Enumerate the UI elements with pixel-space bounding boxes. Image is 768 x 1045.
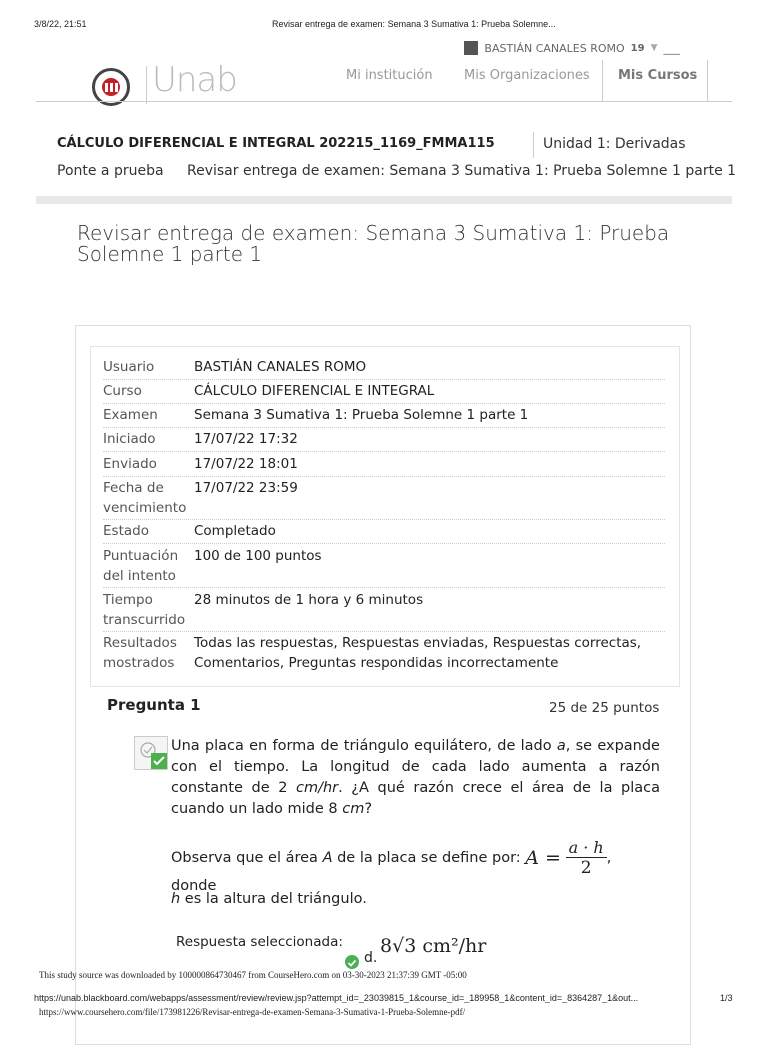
info-key: Usuario — [103, 359, 155, 375]
info-key: Tiempo transcurrido — [103, 592, 186, 628]
header-band — [36, 196, 732, 204]
print-datetime: 3/8/22, 21:51 — [34, 19, 87, 29]
breadcrumb-current: Revisar entrega de examen: Semana 3 Sumativa 1: Prueba Solemne 1 parte 1 — [187, 163, 737, 179]
selected-answer-label: Respuesta seleccionada: — [176, 934, 343, 950]
nav-mis-organizaciones[interactable]: Mis Organizaciones — [464, 68, 590, 83]
study-source-note: This study source was downloaded by 100000864730467 from CourseHero.com on 03-30-2023 21:37:39 GMT -05:00 — [39, 970, 467, 980]
course-unit[interactable]: Unidad 1: Derivadas — [543, 136, 686, 152]
info-value: 17/07/22 23:59 — [194, 480, 298, 496]
info-row — [103, 478, 665, 520]
breadcrumb-ponte-a-prueba[interactable]: Ponte a prueba — [57, 163, 164, 179]
info-value: 28 minutos de 1 hora y 6 minutos — [194, 592, 424, 608]
nav-mi-institucion[interactable]: Mi institución — [346, 68, 433, 83]
chevron-down-icon[interactable]: ▼ — [650, 43, 658, 53]
info-key: Curso — [103, 383, 142, 399]
info-row — [103, 454, 665, 477]
info-row — [103, 357, 665, 380]
info-value: CÁLCULO DIFERENCIAL E INTEGRAL — [194, 383, 435, 399]
info-value: 100 de 100 puntos — [194, 548, 322, 564]
coursehero-url: https://www.coursehero.com/file/173981226/Revisar-entrega-de-examen-Semana-3-Sumativa-1-Prueba-Solemne-pdf/ — [39, 1007, 466, 1017]
question-text: Una placa en forma de triángulo equilátero, de lado a, se expande con el tiempo. La longitud de cada lado aumenta a razón constante de 2 cm/hr. ¿A qué razón crece el área de la placa cuando un lado mide 8 cm? — [171, 738, 660, 817]
info-key: Iniciado — [103, 431, 156, 447]
nav-mis-cursos[interactable]: Mis Cursos — [618, 68, 698, 83]
info-key: Puntuación del intento — [103, 548, 179, 584]
formula-fraction: $\frac{a \cdot h}{2}$ — [566, 838, 607, 878]
question-label: Pregunta 1 — [107, 696, 201, 714]
course-divider — [533, 132, 534, 158]
info-value: 17/07/22 18:01 — [194, 456, 298, 472]
info-row — [103, 405, 665, 428]
info-row — [103, 521, 665, 544]
print-footer-url: https://unab.blackboard.com/webapps/assessment/review/review.jsp?attempt_id=_23039815_1&course_id=_189958_1&content_id=_8364287_1&out... — [34, 993, 639, 1003]
info-row — [103, 381, 665, 404]
course-title[interactable]: CÁLCULO DIFERENCIAL E INTEGRAL 202215_1169_FMMA115 — [57, 136, 495, 151]
user-menu[interactable] — [464, 41, 680, 55]
answer-correct-icon — [345, 955, 359, 969]
print-title: Revisar entrega de examen: Semana 3 Sumativa 1: Prueba Solemne... — [272, 19, 556, 29]
avatar — [464, 41, 478, 55]
formula-lhs: A = — [525, 847, 561, 869]
info-key: Estado — [103, 523, 149, 539]
logo-text[interactable]: Unab — [152, 60, 237, 100]
info-row — [103, 429, 665, 452]
formula-line: Observa que el área A de la placa se define por: A = $\frac{a \cdot h}{2}$ , donde — [171, 838, 612, 894]
height-definition: h es la altura del triángulo. — [171, 891, 367, 907]
info-key: Examen — [103, 407, 158, 423]
user-name[interactable]: BASTIÁN CANALES ROMO — [484, 41, 625, 55]
page-number: 1/3 — [720, 993, 733, 1003]
info-key: Resultados mostrados — [103, 635, 177, 671]
info-value: BASTIÁN CANALES ROMO — [194, 359, 367, 375]
question-points: 25 de 25 puntos — [549, 700, 660, 716]
page-title: Revisar entrega de examen: Semana 3 Sumativa 1: Prueba Solemne 1 parte 1 — [77, 221, 670, 266]
info-row — [103, 546, 665, 588]
info-value: Todas las respuestas, Respuestas enviadas, Respuestas correctas, Comentarios, Preguntas respondidas incorrectamente — [194, 635, 642, 671]
nav-divider — [36, 101, 732, 102]
info-key: Enviado — [103, 456, 157, 472]
info-value: Semana 3 Sumativa 1: Prueba Solemne 1 parte 1 — [194, 407, 529, 423]
info-row — [103, 633, 665, 673]
logo-divider — [146, 66, 147, 104]
info-key: Fecha de vencimiento — [103, 480, 187, 516]
topbar-extra: ___ — [663, 41, 680, 55]
notification-count[interactable]: 19 — [630, 42, 645, 54]
answer-letter: d. — [364, 950, 378, 966]
answer-value: 8√3 cm²/hr — [380, 935, 487, 957]
info-value: Completado — [194, 523, 276, 539]
correct-check-icon — [151, 753, 167, 769]
info-row — [103, 590, 665, 632]
info-value: 17/07/22 17:32 — [194, 431, 298, 447]
